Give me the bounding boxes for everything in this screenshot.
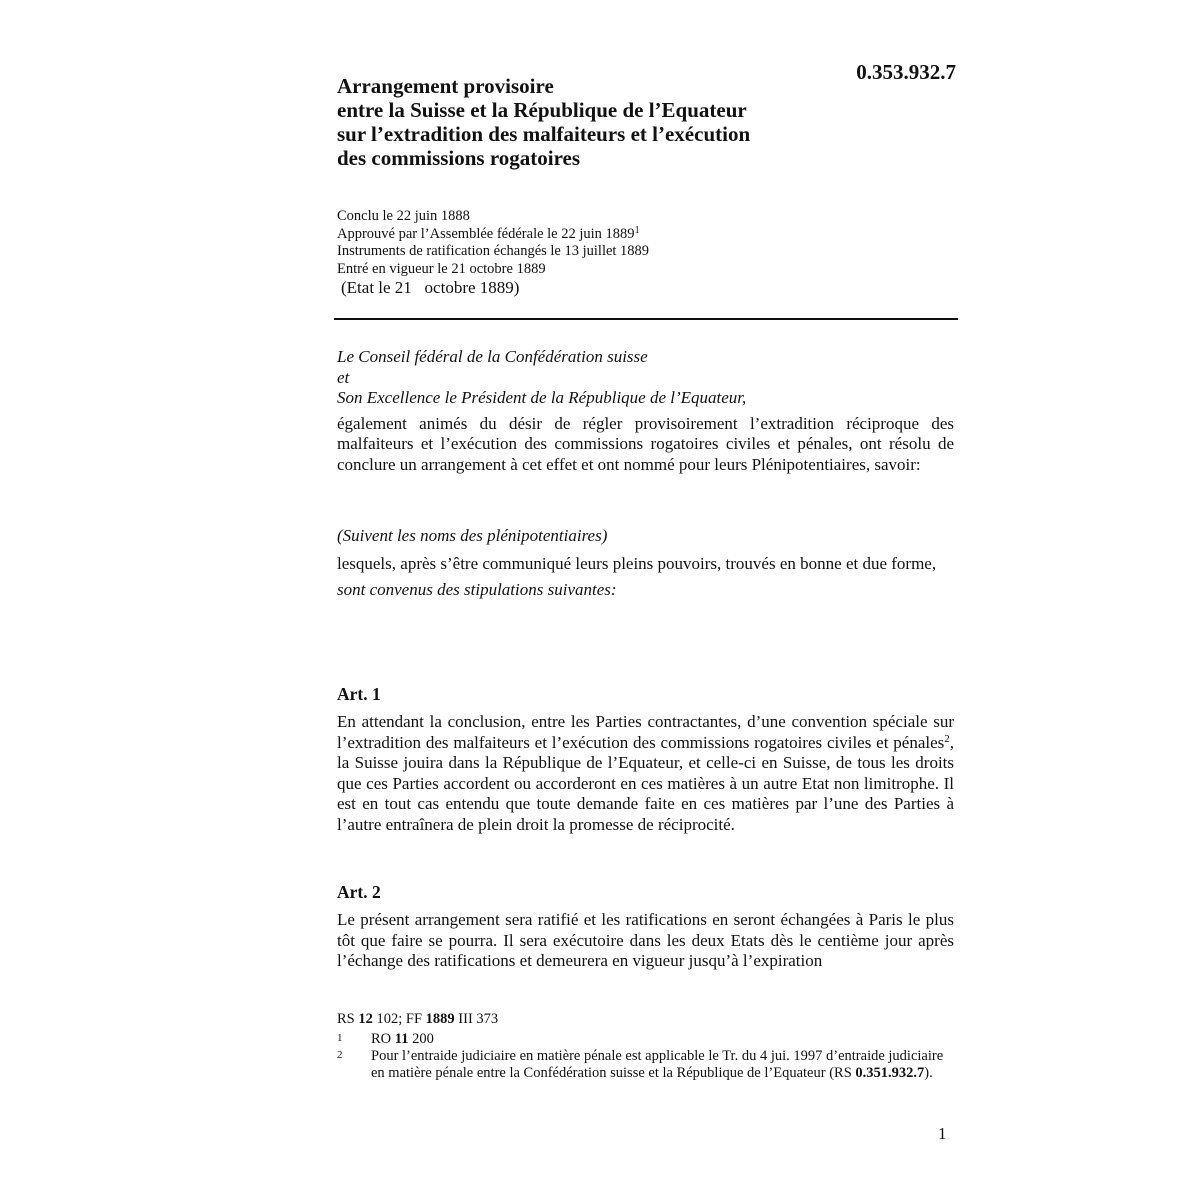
source-reference xyxy=(337,1011,954,1028)
title-line: des commissions rogatoires xyxy=(337,146,581,170)
footnote-volume: 11 xyxy=(394,1031,409,1047)
plenipotentiaries-note: (Suivent les noms des plénipotentiaires) xyxy=(337,526,608,545)
concluded-date: Conclu le 22 juin 1888 xyxy=(337,208,470,224)
entry-into-force-date: Entré en vigueur le 21 octobre 1889 xyxy=(337,260,546,277)
article-1-text-end: , la Suisse jouira dans la République de l’Equateur, et celle-ci en Suisse, de tous les droits que ces Parties accordent ou accorderont en ces matières à un autre Etat non limitrophe. Il est en tout cas entendu que toute demande faite en ces matières par l’une des Parties à l’autre entraînera de plein droit la promesse de réciprocité. xyxy=(337,732,954,834)
article-2-text xyxy=(337,910,954,972)
document-title xyxy=(337,74,837,170)
approval-line xyxy=(337,226,649,244)
article-1-text xyxy=(337,712,954,835)
footnote-1 xyxy=(337,1031,954,1048)
preamble-party-1: Le Conseil fédéral de la Confédération suisse xyxy=(337,347,648,366)
footnote-area xyxy=(337,1011,954,1082)
article-1-text-start: En attendant la conclusion, entre les Parties contractantes, d’une convention spéciale sur l’extradition des malfaiteurs et l’exécution des commissions rogatoires civiles et pénales xyxy=(337,712,954,752)
rs-volume: 12 xyxy=(358,1011,373,1027)
agreement-formula: sont convenus des stipulations suivantes: xyxy=(337,580,617,599)
state-date: (Etat le 21 octobre 1889) xyxy=(341,278,520,297)
preamble-party-2: Son Excellence le Président de la République de l’Equateur, xyxy=(337,388,747,407)
article-1-heading: Art. 1 xyxy=(337,684,381,704)
sr-number: 0.353.932.7 xyxy=(856,60,956,84)
footnote-number: 2 xyxy=(337,1049,343,1061)
header-divider xyxy=(334,318,958,320)
footnote-ref-prefix: (RS xyxy=(829,1065,852,1081)
footnote-ref-suffix: ). xyxy=(924,1065,933,1081)
rs-label: RS xyxy=(337,1011,355,1027)
rs-page: 102; FF xyxy=(376,1011,423,1027)
title-line: entre la Suisse et la République de l’Equateur xyxy=(337,98,747,122)
article-2-paragraph: Le présent arrangement sera ratifié et les ratifications en seront échangées à Paris le plus tôt que faire se pourra. Il sera exécutoire dans les deux Etats dès le centième jour après l’échange des ratifications et demeurera en vigueur jusqu’à l’expiration xyxy=(337,910,954,970)
article-1-paragraph xyxy=(337,712,954,835)
ratification-date: Instruments de ratification échangés le 13 juillet 1889 xyxy=(337,243,650,259)
title-line: sur l’extradition des malfaiteurs et l’exécution xyxy=(337,122,751,146)
footnote-text xyxy=(371,1031,954,1048)
footnote-prefix: RO xyxy=(371,1031,392,1047)
ff-reference: III 373 xyxy=(458,1011,499,1027)
footnote-page: 200 xyxy=(412,1031,434,1047)
full-powers-text: lesquels, après s’être communiqué leurs pleins pouvoirs, trouvés en bonne et due forme, xyxy=(337,553,937,573)
preamble-intent: également animés du désir de régler provisoirement l’extradition réciproque des malfaiteurs et l’exécution des commissions rogatoires civiles et pénales, ont résolu de conclure un arrangement à cet effet et ont nommé pour leurs Plénipotentiaires, savoir: xyxy=(337,413,954,474)
plenipotentiaries xyxy=(337,526,954,601)
footnote-2 xyxy=(337,1048,954,1082)
article-2-heading: Art. 2 xyxy=(337,882,381,902)
title-line: Arrangement provisoire xyxy=(337,74,554,98)
footnote-ref-number: 0.351.932.7 xyxy=(855,1065,925,1081)
approval-date: Approuvé par l’Assemblée fédérale le 22 juin 1889 xyxy=(337,225,635,242)
footnote-ref-2: 2 xyxy=(944,732,950,745)
footnote-number: 1 xyxy=(337,1032,343,1044)
preamble xyxy=(337,347,954,475)
page-number: 1 xyxy=(938,1124,947,1143)
document-metadata xyxy=(337,208,649,278)
ff-year: 1889 xyxy=(425,1011,455,1027)
preamble-conjunction: et xyxy=(337,367,350,387)
footnote-ref-1: 1 xyxy=(634,224,640,236)
footnote-body: Pour l’entraide judiciaire en matière pénale est applicable le Tr. du 4 jui. 1997 d’entraide judiciaire en matière pénale entre la Confédération suisse et la République de l’Equateur xyxy=(371,1048,944,1081)
footnote-text xyxy=(371,1048,954,1082)
